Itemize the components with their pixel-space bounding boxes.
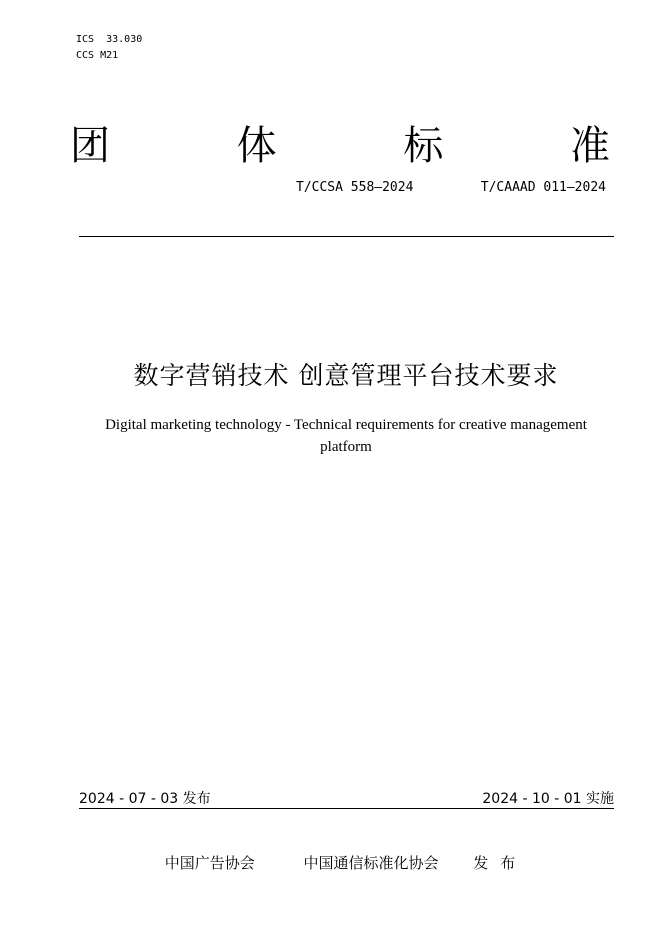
issue-label: 发布 bbox=[473, 854, 528, 872]
classification-codes bbox=[76, 32, 142, 64]
title-chinese: 数字营销技术 创意管理平台技术要求 bbox=[133, 361, 559, 390]
bottom-divider bbox=[79, 808, 614, 809]
top-divider bbox=[79, 236, 614, 237]
standard-number-caaad: T/CAAAD 011—2024 bbox=[480, 180, 606, 195]
standard-type-char: 体 bbox=[236, 122, 277, 169]
ccs-row bbox=[76, 48, 142, 64]
standard-type-char: 团 bbox=[70, 122, 110, 169]
ccs-value: M21 bbox=[100, 50, 119, 61]
standard-type-heading bbox=[70, 112, 610, 172]
standard-number-ccsa: T/CCSA 558—2024 bbox=[296, 180, 414, 195]
issuer-caa: 中国广告协会 bbox=[164, 854, 255, 872]
implement-date: 2024 - 10 - 01 实施 bbox=[482, 791, 614, 807]
standard-type-char: 标 bbox=[403, 122, 444, 169]
issuer-ccsa: 中国通信标准化协会 bbox=[303, 854, 439, 872]
title-english bbox=[86, 414, 606, 458]
issuing-organizations bbox=[0, 852, 662, 873]
standard-numbers bbox=[296, 180, 606, 195]
title-english-line1: Digital marketing technology - Technical requirements for creative management bbox=[105, 417, 587, 433]
standard-type-char: 准 bbox=[569, 122, 610, 169]
ccs-label: CCS bbox=[76, 50, 95, 61]
publish-date: 2024 - 07 - 03 发布 bbox=[79, 791, 211, 807]
ics-value: 33.030 bbox=[106, 34, 143, 45]
title-english-line2: platform bbox=[320, 439, 372, 455]
ics-row bbox=[76, 32, 142, 48]
ics-label: ICS bbox=[76, 34, 95, 45]
